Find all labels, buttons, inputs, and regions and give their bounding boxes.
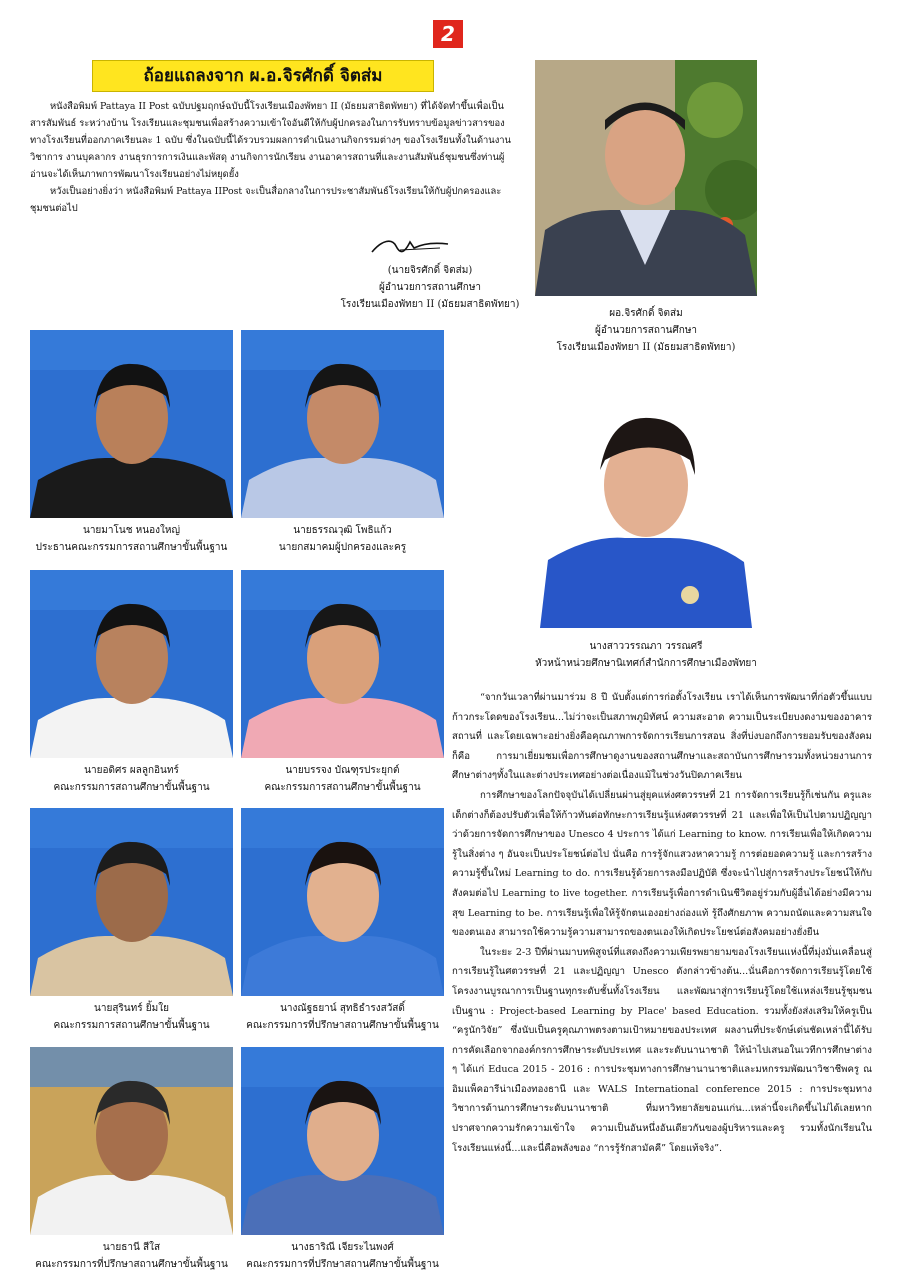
member-name: นายอดิศร ผลลูกอินทร์ <box>84 765 179 776</box>
member-role: คณะกรรมการที่ปรึกษาสถานศึกษาขั้นพื้นฐาน <box>35 1259 228 1270</box>
supervisor-name: นางสาววรรณภา วรรณศรี <box>589 641 703 652</box>
intro-paragraph: หนังสือพิมพ์ Pattaya II Post ฉบับปฐมฤกษ์ฉบับนี้โรงเรียนเมืองพัทยา II (มัธยมสาธิตพัทยา) ที่ได้จัดทำขึ้นเพื่อเป็นสารสัมพันธ์ ระหว่างบ้าน โรงเรียนและชุมชนเพื่อสร้างความเข้าใจอันดีให้กับผู้ปกครองในการรับทราบข้อมูลข่าวสารของทางโรงเรียนที่ออกภาคเรียนละ 1 ฉบับ ซึ่งในฉบับนี้ได้รวบรวมผลการดำเนินงานกิจกรรมต่างๆ ของโรงเรียนทั้งในด้านงานวิชาการ งานบุคลากร งานธุรการการเงินและพัสดุ งานกิจการนักเรียน งานอาคารสถานที่และงานสัมพันธ์ชุมชนซึ่งท่านผู้อ่านจะได้เห็นภาพการพัฒนาโรงเรียนอย่างไม่หยุดยั้ง <box>30 101 511 180</box>
member-photo <box>30 570 233 758</box>
director-position: ผู้อำนวยการสถานศึกษา <box>594 325 698 336</box>
supervisor-position: หัวหน้าหน่วยศึกษานิเทศก์สำนักการศึกษาเมืองพัทยา <box>535 658 757 669</box>
member-name: นางธาริณี เจียระไนพงศ์ <box>291 1242 394 1253</box>
page-number: 2 <box>433 20 463 48</box>
member-caption <box>18 522 245 556</box>
member-caption <box>229 522 456 556</box>
intro-paragraph: หวังเป็นอย่างยิ่งว่า หนังสือพิมพ์ Pattaya IIPost จะเป็นสื่อกลางในการประชาสัมพันธ์โรงเรียนให้กับผู้ปกครองและชุมชนต่อไป <box>30 186 502 214</box>
signature-school: โรงเรียนเมืองพัทยา II (มัธยมสาธิตพัทยา) <box>340 299 520 310</box>
member-photo <box>241 1047 444 1235</box>
member-role: คณะกรรมการสถานศึกษาขั้นพื้นฐาน <box>264 782 421 793</box>
member-photo <box>30 1047 233 1235</box>
signature-name: (นายจิรศักดิ์ จิตส่ม) <box>387 265 473 276</box>
member-photo <box>241 330 444 518</box>
article-body <box>452 688 872 1158</box>
member-caption <box>229 762 456 796</box>
article-paragraph: “จากวันเวลาที่ผ่านมาร่วม 8 ปี นับตั้งแต่การก่อตั้งโรงเรียน เราได้เห็นการพัฒนาที่ก่อตัวขึ้นแบบก้าวกระโดดของโรงเรียน...ไม่ว่าจะเป็นสภาพภูมิทัศน์ ความสะอาด ความเป็นระเบียบงดงามของอาคารสถานที่ และโดยเฉพาะอย่างยิ่งคือคุณภาพการจัดการเรียนการสอน สิ่งที่บ่งบอกถึงการยอมรับของสังคมก็คือ การมาเยี่ยมชมเพื่อการศึกษาดูงานของสถานศึกษาและสถาบันการศึกษารวมทั้งหน่วยงานการศึกษาต่างๆทั้งในและต่างประเทศอย่างต่อเนื่องแม้ในช่วงวันปิดภาคเรียน <box>452 692 872 782</box>
member-caption <box>18 1000 245 1034</box>
handwritten-signature <box>370 232 450 258</box>
member-caption <box>18 762 245 796</box>
member-role: คณะกรรมการที่ปรึกษาสถานศึกษาขั้นพื้นฐาน <box>246 1259 439 1270</box>
director-name: ผอ.จิรศักดิ์ จิตส่ม <box>609 308 683 319</box>
member-caption <box>229 1000 456 1034</box>
member-photo <box>30 808 233 996</box>
director-school: โรงเรียนเมืองพัทยา II (มัธยมสาธิตพัทยา) <box>556 342 736 353</box>
member-name: นายธรรณวุฒิ โพธิแก้ว <box>293 525 392 536</box>
member-role: คณะกรรมการสถานศึกษาขั้นพื้นฐาน <box>53 782 210 793</box>
member-caption <box>229 1239 456 1273</box>
member-name: นายธานี สีใส <box>102 1242 161 1253</box>
signature-block <box>330 232 530 313</box>
member-role: ประธานคณะกรรมการสถานศึกษาขั้นพื้นฐาน <box>35 542 228 553</box>
member-photo <box>241 808 444 996</box>
article-paragraph: การศึกษาของโลกปัจจุบันได้เปลี่ยนผ่านสู่ยุคแห่งศตวรรษที่ 21 การจัดการเรียนรู้ก็เช่นกัน ครูและเด็กต่างก็ต้องปรับตัวเพื่อให้ก้าวทันต่อทักษะการเรียนรู้แห่งศตวรรษที่ 21 และเพื่อให้เป็นไปตามปฏิญญาว่าด้วยการจัดการศึกษาของ Unesco 4 ประการ ได้แก่ Learning to know. การเรียนเพื่อให้เกิดความรู้ในสิ่งต่าง ๆ อันจะเป็นประโยชน์ต่อไป นั่นคือ การรู้จักแสวงหาความรู้ การต่อยอดความรู้ และการสร้างความรู้ขึ้นใหม่ Learning to do. การเรียนรู้ด้วยการลงมือปฏิบัติ ซึ่งจะนำไปสู่การสร้างประโยชน์ให้กับสังคมต่อไป Learning to live together. การเรียนรู้เพื่อการดำเนินชีวิตอยู่ร่วมกับผู้อื่นได้อย่างมีความสุข Learning to be. การเรียนรู้เพื่อให้รู้จักตนเองอย่างถ่องแท้ รู้ถึงศักยภาพ ความถนัดและความสนใจของตนเอง สามารถใช้ความรู้ความสามารถของตนเองให้เกิดประโยชน์ต่อสังคมอย่างยั่งยืน <box>452 789 872 939</box>
intro-text <box>30 98 516 217</box>
supervisor-caption <box>520 638 772 672</box>
member-photo <box>241 570 444 758</box>
article-paragraph: ในระยะ 2-3 ปีที่ผ่านมาบทพิสูจน์ที่แสดงถึงความเพียรพยายามของโรงเรียนแห่งนี้ที่มุ่งมั่นเคลื่อนสู่การเรียนรู้ในศตวรรษที่ 21 และปฏิญญา Unesco ดังกล่าวข้างต้น...นั่นคือการจัดการเรียนรู้โดยใช้โครงงานบูรณาการเป็นฐานทุกระดับชั้นทั้งโรงเรียน และพัฒนาสู่การเรียนรู้โดยใช้แหล่งเรียนรู้ชุมชนเป็นฐาน : Project-based Learning by Place' based Education. รวมทั้งยังส่งเสริมให้ครูเป็น “ครูนักวิจัย” ซึ่งนับเป็นครูคุณภาพตรงตามเป้าหมายของประเทศ ผลงานที่ประจักษ์เด่นชัดเหล่านี้ได้รับการคัดเลือกจากองค์กรการศึกษาระดับประเทศ และระดับนานาชาติ ให้นำไปเสนอในเวทีการศึกษาต่าง ๆ ได้แก่ Educa 2015 - 2016 : การประชุมทางการศึกษานานาชาติและมหกรรมพัฒนาวิชาชีพครู ณ อิมแพ็คอารีน่าเมืองทองธานี และ WALS International conference 2015 : การประชุมทางวิชาการด้านการศึกษาระดับนานาชาติ ที่มหาวิทยาลัยขอนแก่น...เหล่านี้จะเกิดขึ้นไม่ได้เลยหากปราศจากความรักความเข้าใจ ความเป็นอันหนึ่งอันเดียวกันของผู้บริหารและครู รวมทั้งนักเรียนในโรงเรียนแห่งนี้...และนี่คือพลังของ “การรู้รักสามัคคี” โดยแท้จริง”. <box>452 946 872 1154</box>
member-role: คณะกรรมการที่ปรึกษาสถานศึกษาขั้นพื้นฐาน <box>246 1020 439 1031</box>
member-photo <box>30 330 233 518</box>
headline-banner: ถ้อยแถลงจาก ผ.อ.จิรศักดิ์ จิตส่ม <box>92 60 434 92</box>
member-name: นายบรรจง บัณฑุรประยุกต์ <box>285 765 400 776</box>
member-name: นางณัฐธยาน์ สุทธิธำรงสวัสดิ์ <box>280 1003 405 1014</box>
member-role: นายกสมาคมผู้ปกครองและครู <box>278 542 407 553</box>
supervisor-photo <box>540 390 752 628</box>
member-role: คณะกรรมการสถานศึกษาขั้นพื้นฐาน <box>53 1020 210 1031</box>
member-name: นายมาโนช หนองใหญ่ <box>82 525 180 536</box>
signature-position: ผู้อำนวยการสถานศึกษา <box>378 282 482 293</box>
director-photo <box>535 60 757 296</box>
director-caption <box>535 305 757 356</box>
member-caption <box>18 1239 245 1273</box>
member-name: นายสุรินทร์ ยิ้มใย <box>94 1003 169 1014</box>
